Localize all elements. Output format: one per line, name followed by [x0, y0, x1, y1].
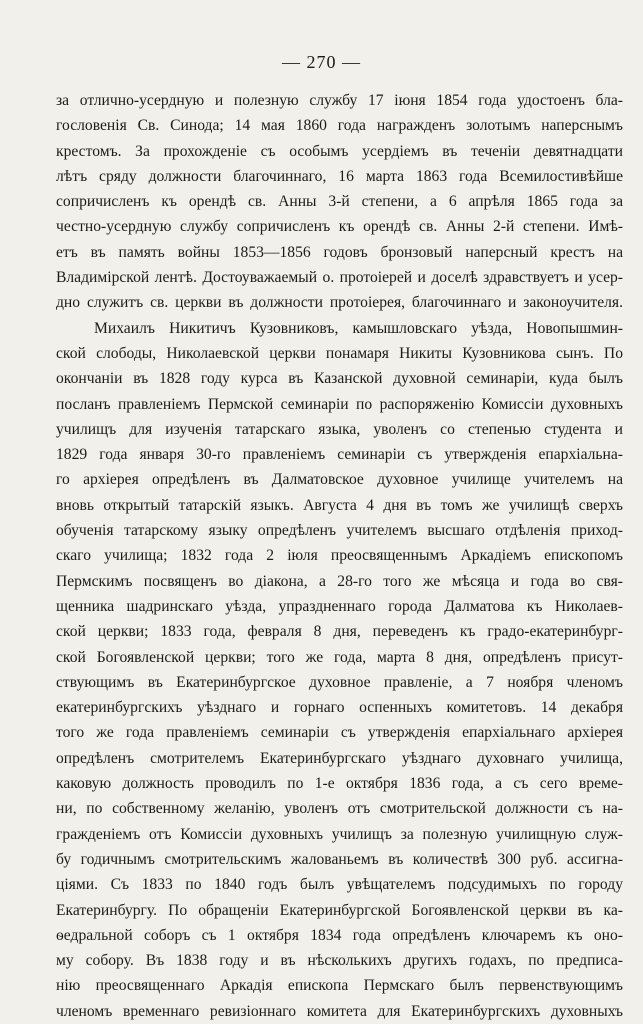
text-line: екатеринбургскихъ уѣзднаго и горнаго оспенныхъ комитетовъ. 14 декабря	[56, 699, 623, 717]
text-line: вновь открытый татарскій языкъ. Августа 4 дня въ томъ же училищѣ сверхъ	[56, 496, 623, 514]
text-line: етъ въ память войны 1853—1856 годовъ бронзовый наперсный крестъ на	[56, 243, 623, 261]
text-line: Владимірской лентѣ. Достоуважаемый о. протоіерей и доселѣ здравствуетъ и усер-	[56, 269, 623, 287]
text-line: 1829 года января 30-го правленіемъ семинаріи съ утвержденія епархіальна-	[56, 446, 623, 464]
text-line: честно-усердную службу сопричисленъ къ орендѣ св. Анны 2-й степени. Имѣ-	[56, 218, 623, 236]
text-line: лѣтъ сряду должности благочиннаго, 16 марта 1863 года Всемилостивѣйше	[56, 167, 623, 185]
text-line: Екатеринбургу. По обращеніи Екатеринбургской Богоявленской церкви въ ка-	[56, 901, 623, 919]
text-line: Михаилъ Никитичъ Кузовниковъ, камышловскаго уѣзда, Новопышмин-	[94, 319, 623, 337]
body-text	[56, 88, 623, 1024]
text-line: нію преосвященнаго Аркадія епископа Пермскаго былъ первенствующимъ	[56, 977, 623, 995]
text-line: ствующимъ въ Екатеринбургское духовное правленіе, а 7 ноября членомъ	[56, 673, 623, 691]
text-line: бу годичнымъ смотрительскимъ жалованьемъ въ количествѣ 300 руб. ассигна-	[56, 850, 623, 868]
page-number: — 270 —	[282, 52, 361, 72]
text-line: опредѣленъ смотрителемъ Екатеринбургскаго уѣзднаго духовнаго училища,	[56, 749, 623, 767]
text-line: за отлично-усердную и полезную службу 17 іюня 1854 года удостоенъ бла-	[56, 92, 623, 109]
text-line: гословенія Св. Синода; 14 мая 1860 года награжденъ золотымъ наперснымъ	[56, 117, 623, 135]
text-line: скаго училища; 1832 года 2 іюля преосвященнымъ Аркадіемъ епископомъ	[56, 547, 623, 565]
text-line: обученія татарскому языку опредѣленъ учителемъ высшаго отдѣленія приход-	[56, 522, 623, 540]
text-line: ской церкви; 1833 года, февраля 8 дня, переведенъ къ градо-екатеринбург-	[56, 623, 623, 641]
text-line: дно служитъ св. церкви въ должности протоіерея, благочиннаго и законоучителя.	[56, 294, 623, 312]
text-line: му собору. Въ 1838 году и въ нѣсколькихъ другихъ годахъ, по предписа-	[56, 952, 623, 970]
text-line: крестомъ. За прохожденіе съ особымъ усердіемъ въ теченіи девятнадцати	[56, 142, 623, 160]
text-line: щенника шадринскаго уѣзда, упраздненнаго города Далматова къ Николаев-	[56, 597, 623, 615]
text-line: ціями. Съ 1833 по 1840 годъ былъ увѣщателемъ подсудимыхъ по городу	[56, 876, 623, 894]
text-line: ѳедральной соборъ съ 1 октября 1834 года опредѣленъ ключаремъ къ оно-	[56, 926, 623, 944]
text-line: посланъ правленіемъ Пермской семинаріи по распоряженію Комиссіи духовныхъ	[56, 395, 623, 413]
text-line: каковую должность проводилъ по 1-е октября 1836 года, а съ сего време-	[56, 775, 623, 793]
text-line: гражденіемъ отъ Комиссіи духовныхъ училищъ за полезную училищную служ-	[56, 825, 623, 843]
text-line: сопричисленъ къ орендѣ св. Анны 3-й степени, а 6 апрѣля 1865 года за	[56, 193, 623, 211]
text-line: Пермскимъ посвященъ во діакона, а 28-го того же мѣсяца и года во свя-	[56, 572, 623, 590]
text-line: ской слободы, Николаевской церкви понамаря Никиты Кузовникова сынъ. По	[56, 344, 623, 362]
text-line: ской Богоявленской церкви; того же года, марта 8 дня, опредѣленъ присут-	[56, 648, 623, 666]
text-line: членомъ временнаго ревизіоннаго комитета для Екатеринбургскихъ духовныхъ	[56, 1002, 623, 1020]
text-line: того же года правленіемъ семинаріи съ утвержденія епархіальнаго архіерея	[56, 724, 623, 742]
text-line: окончаніи въ 1828 году курса въ Казанской духовной семинаріи, куда былъ	[56, 370, 623, 388]
text-line: ни, по собственному желанію, уволенъ отъ смотрительской должности съ на-	[56, 800, 623, 818]
text-line: го архіерея опредѣленъ въ Далматовское духовное училище учителемъ на	[56, 471, 623, 489]
text-line: училищъ для изученія татарскаго языка, уволенъ со степенью студента и	[56, 420, 623, 438]
